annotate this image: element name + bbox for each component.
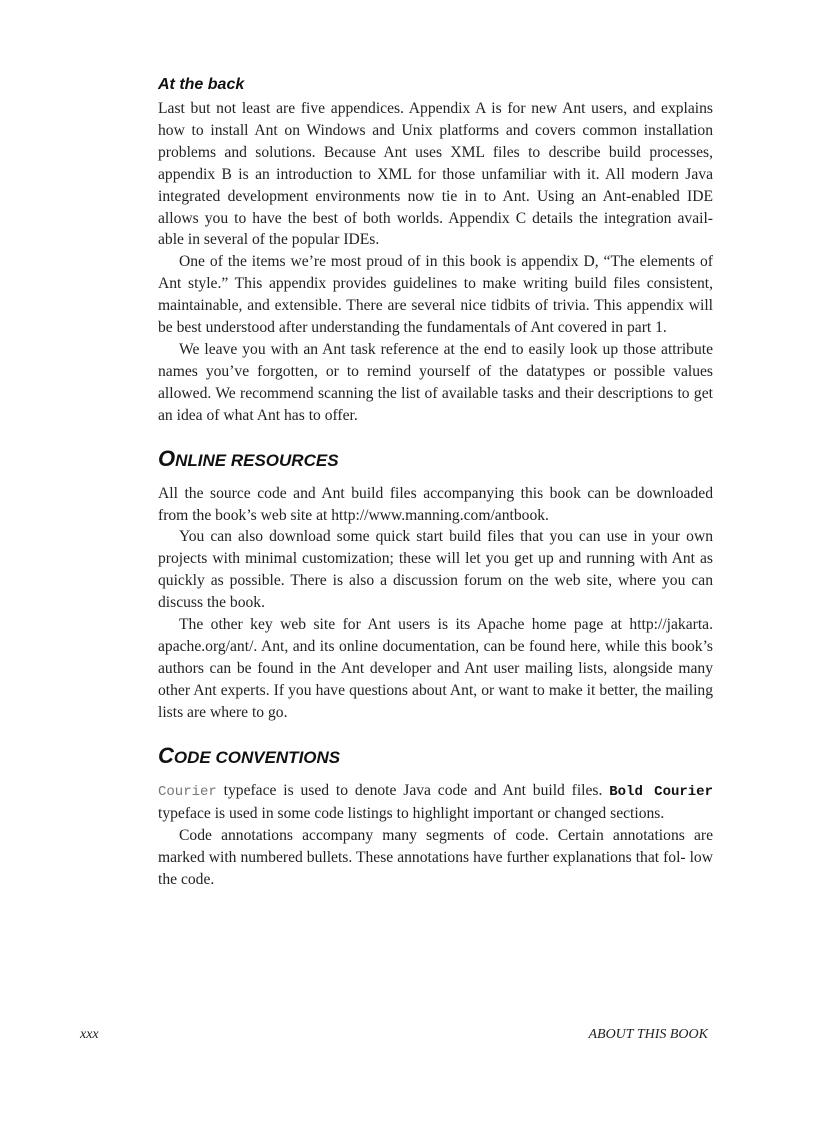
code-conventions-heading-initial: C [158, 742, 174, 768]
online-resources-paragraph-1: All the source code and Ant build files accompanying this book can be downloaded from the book’s web site at http://www.manning.com/antbook. [158, 484, 713, 524]
code-conventions-heading-rest: ODE CONVENTIONS [173, 747, 341, 767]
code-conventions-p1-end: typeface is used in some code listings to highlight important or changed sections. [158, 805, 665, 823]
running-title: ABOUT THIS BOOK [588, 1027, 708, 1042]
code-conventions-p1-middle: typeface is used to denote Java code and Ant build files. [216, 781, 610, 799]
page-body [158, 74, 713, 891]
bold-courier-code-sample: Bold Courier [609, 783, 713, 800]
online-resources-heading-rest: NLINE RESOURCES [175, 450, 339, 470]
at-the-back-paragraph-1: Last but not least are five appendices. Appendix A is for new Ant users, and explains how to install Ant on Windows and Unix platforms and covers common installation problems and solutions. Because Ant uses XML files to describe build processes, appendix B is an introduction to XML for those unfamiliar with it. All modern Java integrated development environments now tie in to Ant. Using an Ant-enabled IDE allows you to have the best of both worlds. Appendix C details the integration avail- able in several of the popular IDEs. [158, 100, 713, 249]
at-the-back-paragraph-2: One of the items we’re most proud of in this book is appendix D, “The elements of Ant style.” This appendix provides guidelines to make writing build files consistent, maintainable, and extensible. There are several nice tidbits of trivia. This appendix will be best understood after understanding the fundamentals of Ant covered in part 1. [158, 253, 713, 337]
online-resources-heading [158, 445, 713, 475]
page-number: xxx [80, 1027, 99, 1042]
online-resources-paragraph-3: The other key web site for Ant users is its Apache home page at http://jakarta. apache.org/ant/. Ant, and its online documentation, can be found here, while this book’s authors can be found in the Ant developer and Ant user mailing lists, alongside many other Ant experts. If you have questions about Ant, or want to make it better, the mailing lists are where to go. [158, 616, 713, 721]
code-conventions-paragraph-1 [158, 780, 713, 826]
code-conventions-heading [158, 742, 713, 772]
at-the-back-heading: At the back [158, 76, 245, 93]
at-the-back-paragraph-3: We leave you with an Ant task reference at the end to easily look up those attribute names you’ve forgotten, or to remind yourself of the datatypes or possible values allowed. We recommend scanning the list of available tasks and their descriptions to get an idea of what Ant has to offer. [158, 340, 713, 424]
code-conventions-paragraph-2: Code annotations accompany many segments of code. Certain annotations are marked with numbered bullets. These annotations have further explanations that fol- low the code. [158, 827, 713, 889]
online-resources-paragraph-2: You can also download some quick start build files that you can use in your own projects with minimal customization; these will let you get up and running with Ant as quickly as possible. There is also a discussion forum on the web site, where you can discuss the book. [158, 528, 713, 612]
courier-code-sample: Courier [158, 783, 217, 800]
online-resources-heading-initial: O [158, 445, 176, 471]
